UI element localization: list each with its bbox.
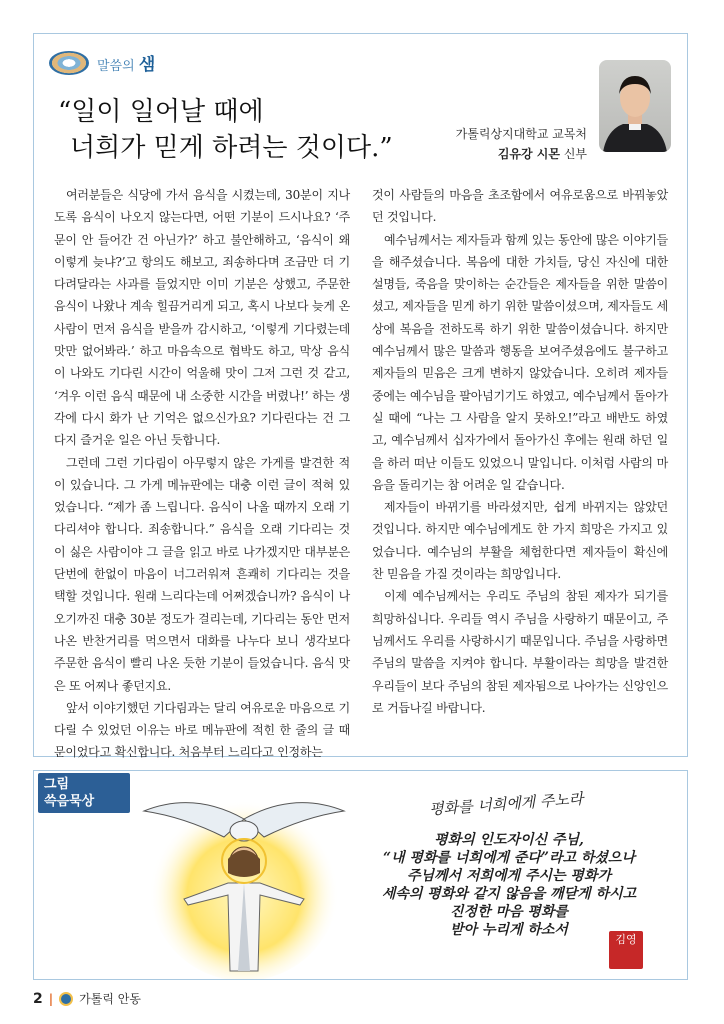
paragraph: 예수님께서는 제자들과 함께 있는 동안에 많은 이야기들을 해주셨습니다. 복음에 대한 가치들, 당신 자신에 대한 설명들, 죽음을 맞이하는 순간들은 제자들을 위한 말씀이셨고, 제자들을 믿게 하기 위한 말씀이셨으며, 제자들도 세상에 복음을 전하도록 하기 위한 말씀이셨습니다. 하지만 예수님께서 많은 말씀과 행동을 보여주셨음에도 불구하고 제자들의 믿음은 크게 변하지 않았습니다. 오히려 제자들 중에는 예수님을 팔아넘기기도 하였고, 예수님께서 돌아가실 때에 “나는 그 사람을 알지 못하오!”라고 배반도 하였고, 예수님께서 십자가에서 돌아가신 후에는 원래 하던 일을 하러 떠난 이들도 있었으니 말입니다. 이처럼 사람의 마음을 돌리기는 참 어려운 일 같습니다. (372, 232, 668, 492)
article-headline (58, 94, 393, 166)
calligraphy-title: 평화를 너희에게 주노라 (428, 789, 584, 819)
author-block (456, 124, 587, 164)
calligraphy-line: 세속의 평화와 같지 않음을 깨닫게 하시고 (381, 886, 637, 902)
author-photo (599, 60, 671, 152)
illustration-frame (33, 770, 688, 980)
artist-seal: 김영 (609, 931, 643, 969)
calligraphy-line: “내 평화를 너희에게 준다”라고 하셨으나 (383, 850, 635, 866)
headline-line-1: “일이 일어날 때에 (58, 97, 264, 127)
badge-line-2: 쓱음묵상 (44, 794, 95, 809)
section-title (97, 50, 155, 75)
paragraph: 앞서 이야기했던 기다림과는 달리 여유로운 마음으로 기다릴 수 있었던 이유는 바로 메뉴판에 적힌 한 줄의 글 때문이었다고 확신합니다. 처음부터 느리다고 인정하는 (54, 700, 350, 760)
calligraphy-line: 진정한 마음 평화를 (450, 904, 568, 920)
article-frame (33, 33, 688, 760)
publication-logo-icon (59, 992, 73, 1006)
author-title: 신부 (563, 147, 587, 161)
footer-separator: | (48, 991, 54, 1006)
paragraph: 여러분들은 식당에 가서 음식을 시켰는데, 30분이 지나도록 음식이 나오지 않는다면, 어떤 기분이 드시나요? ‘주문이 안 들어간 건 아닌가?’ 하고 불안해하고, ‘음식이 왜 이렇게 늦냐?’고 항의도 해보고, 죄송하다며 조금만 더 기다려달라는 사과를 들었지만 이미 기분은 상했고, 주문한 음식이 나왔나 계속 힐끔거리게 되고, 혹시 나보다 늦게 온 사람이 먼저 음식을 받을까 감시하고, ‘이렇게 기다렸는데 맛만 없어봐라.’ 하고 마음속으로 협박도 하고, 막상 음식이 나와도 기다린 시간이 억울해 맛이 그저 그런 것 같고, ‘겨우 이런 음식 때문에 내 소중한 시간을 버렸나!’ 하는 생각에 다시 화가 난 기억은 없으신가요? 기다린다는 건 그다지 즐거운 일은 아닌 듯합니다. (54, 188, 350, 448)
paragraph: 것이 사람들의 마음을 초조함에서 여유로움으로 바꿔놓았던 것입니다. (372, 188, 668, 225)
calligraphy-line: 받아 누리게 하소서 (450, 922, 568, 938)
article-body (54, 184, 669, 764)
section-logo (49, 50, 155, 75)
author-name: 김유강 시몬 (497, 147, 560, 161)
jesus-dove-illustration (124, 771, 364, 979)
logo-emblem-icon (49, 51, 89, 75)
author-affiliation: 가톨릭상지대학교 교목처 (455, 127, 587, 141)
paragraph: 그런데 그런 기다림이 아무렇지 않은 가게를 발견한 적이 있습니다. 그 가게 메뉴판에는 대충 이런 글이 적혀 있었습니다. “제가 좀 느립니다. 음식이 나올 때까지 오래 기다리셔야 합니다. 죄송합니다.” 음식을 오래 기다리는 것이 싫은 사람이야 그 글을 읽고 바로 나가겠지만 대부분은 단번에 한없이 마음이 너그러워져 흔쾌히 기다리는 것을 택할 것입니다. 원래 느리다는데 어쩌겠습니까? 음식이 나오기까진 대충 30분 정도가 걸리는데, 기다리는 동안 먼저 나온 반찬거리를 먹으면서 대화를 나누다 보니 생각보다 주문한 음식이 빨리 나온 듯한 기분이 들었습니다. 음식 맛은 또 어찌나 좋던지요. (54, 455, 350, 693)
calligraphy-line: 주님께서 저희에게 주시는 평화가 (407, 868, 611, 884)
section-title-small: 말씀의 (97, 59, 135, 74)
paragraph: 이제 예수님께서는 우리도 주님의 참된 제자가 되기를 희망하십니다. 우리들 역시 주님을 사랑하기 때문이고, 주님께서도 우리를 사랑하시기 때문입니다. 주님을 사랑하면 주님의 말씀을 지켜야 합니다. 부활이라는 희망을 발견한 우리들이 보다 주님의 참된 제자됨으로 나아가는 신앙인으로 거듭나길 바랍니다. (372, 589, 668, 715)
art-badge (38, 773, 130, 813)
calligraphy-text (364, 831, 654, 939)
publication-name: 가톨릭 안동 (79, 992, 141, 1006)
headline-line-2: 너희가 믿게 하려는 것이다.” (70, 133, 393, 163)
paragraph: 제자들이 바뀌기를 바라셨지만, 쉽게 바뀌지는 않았던 것입니다. 하지만 예수님에게도 한 가지 희망은 가지고 있었습니다. 예수님의 부활을 체험한다면 제자들이 확신에 찬 믿음을 가질 것이라는 희망입니다. (372, 500, 668, 582)
calligraphy-line: 평화의 인도자이신 주님, (434, 832, 584, 848)
body-column-left (54, 184, 350, 764)
priest-portrait-icon (599, 60, 671, 152)
badge-line-1: 그림 (44, 777, 70, 792)
section-title-big: 샘 (138, 55, 156, 75)
page-number: 2 (33, 990, 43, 1007)
page-footer (33, 990, 141, 1007)
body-column-right (372, 184, 668, 764)
